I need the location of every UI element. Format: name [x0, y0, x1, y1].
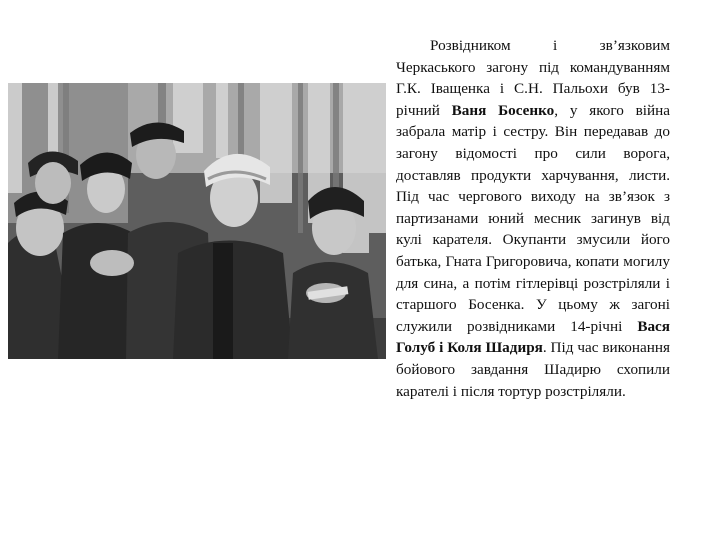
name-conjunction: і	[435, 339, 448, 357]
article-text-part3: . Під час виконання бойового завдання Шадирю схопили карателі і після тортур розстріляли.	[396, 339, 670, 400]
name-kolya-shadyrya: Коля Шадиря	[447, 339, 543, 357]
name-vanya-bosenko: Ваня Босенко	[451, 101, 555, 119]
article-text-part2: , у якого війна забрала матір і сестру. Він передавав до загону відомості про сили ворога, доставляв продукти харчування, листи. Під час чергового виходу на зв’язок з партизанами юний месник загинув від кулі карателя. Окупанти змусили його батька, Гната Григоровича, копати могилу для сина, а потім гітлерівці розстріляли і старшого Босенка. У цьому ж загоні служили розвідниками 14-річні	[396, 101, 670, 335]
article-text	[396, 35, 670, 402]
historical-photo	[8, 83, 386, 359]
article-text-part1: Розвідником і зв’язковим Черкаського загону під командуванням Г.К. Іващенка і С.Н. Пальохи був 13-річний	[396, 37, 670, 119]
photo-illustration	[8, 83, 386, 359]
name-vasya-holub: Вася Голуб	[396, 317, 670, 357]
